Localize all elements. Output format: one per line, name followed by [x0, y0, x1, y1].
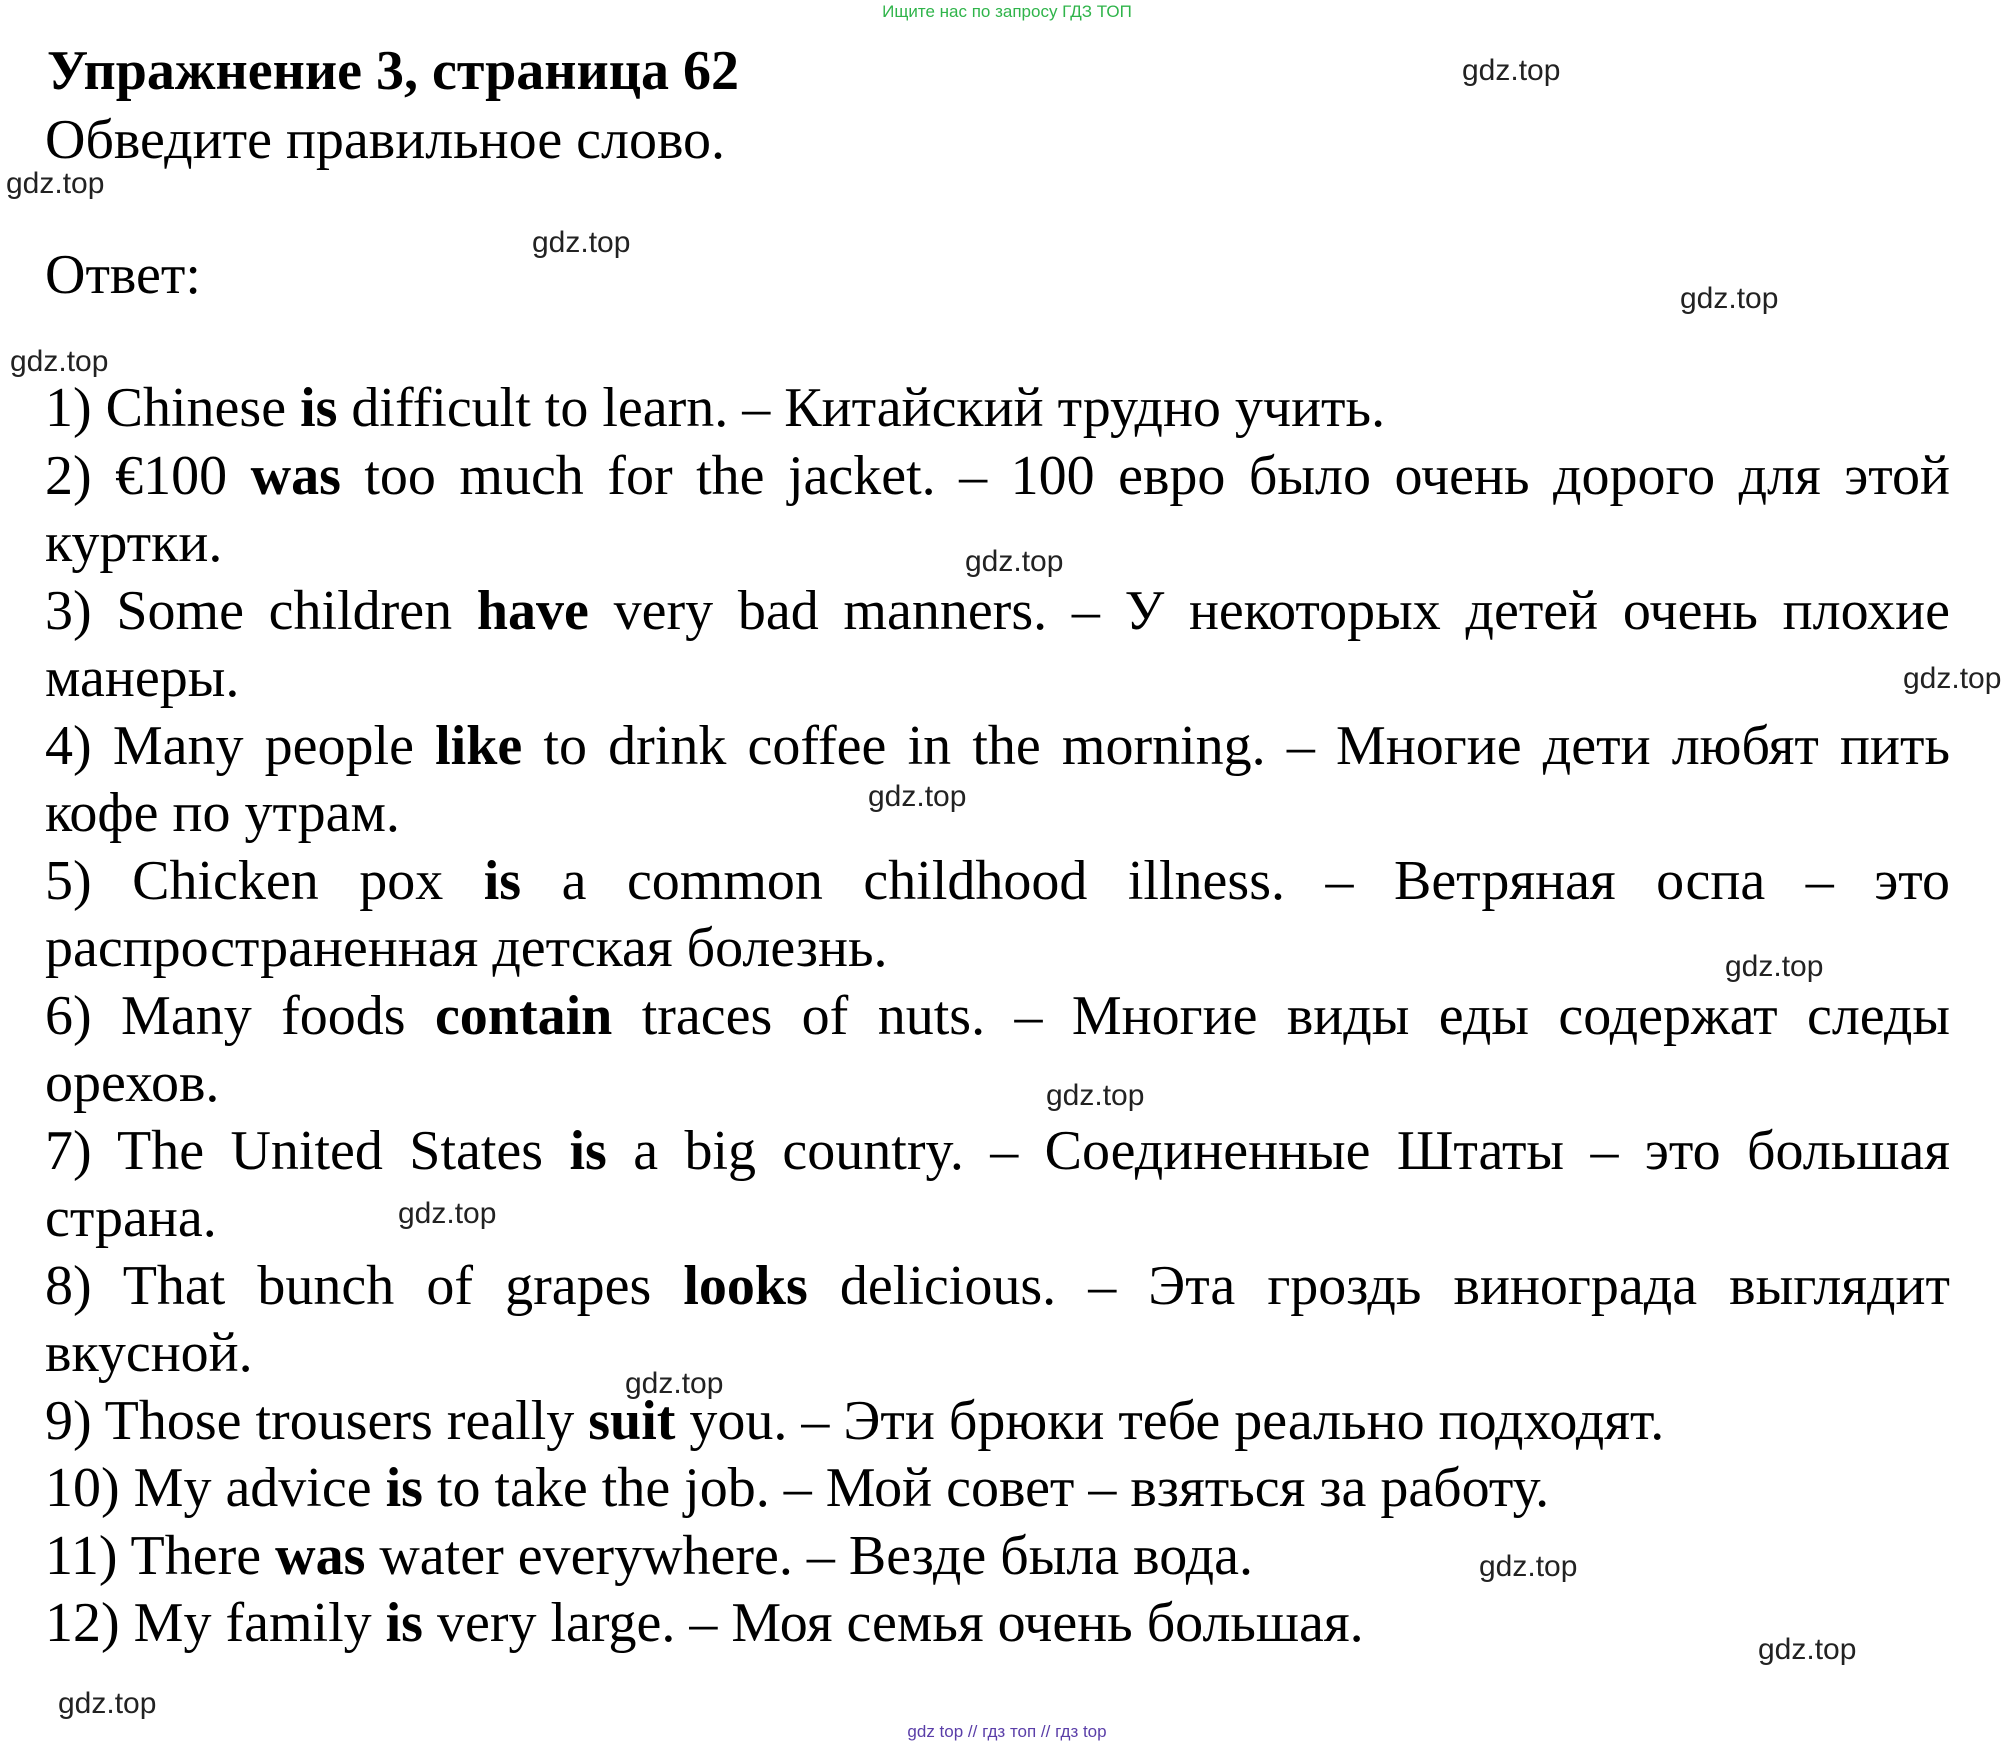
answer-item: 3) Some children have very bad manners. – У некоторых детей очень плохие манеры.: [45, 579, 1951, 709]
answer-word: is: [385, 1592, 423, 1654]
answer-item: 9) Those trousers really suit you. – Эти брюки тебе реально подходят.: [45, 1389, 1665, 1452]
answer-word: is: [385, 1457, 423, 1519]
answer-word: is: [569, 1119, 607, 1182]
answer-item: 6) Many foods contain traces of nuts. – Многие виды еды содержат следы орехов.: [45, 984, 1950, 1114]
answer-item: 2) €100 was too much for the jacket. – 100 евро было очень дорого для этой куртки.: [45, 444, 1950, 574]
watermark: gdz.top: [1046, 1079, 1145, 1112]
watermark: gdz.top: [1725, 950, 1824, 983]
top-banner: Ищите нас по запросу ГДЗ ТОП: [882, 2, 1132, 21]
watermark: gdz.top: [625, 1367, 724, 1400]
answer-word: is: [483, 849, 522, 912]
answer-item: 11) There was water everywhere. – Везде была вода.: [45, 1524, 1253, 1587]
answer-item: 7) The United States is a big country. – Соединенные Штаты – это большая страна.: [45, 1119, 1950, 1249]
page-title: Упражнение 3, страница 62: [47, 40, 740, 102]
watermark: gdz.top: [868, 780, 967, 813]
answer-item: 12) My family is very large. – Моя семья очень большая.: [45, 1592, 1364, 1654]
footer-text: gdz top // гдз топ // гдз top: [907, 1722, 1107, 1741]
watermark: gdz.top: [6, 167, 105, 200]
answer-word: suit: [588, 1389, 676, 1452]
answer-item: 1) Chinese is difficult to learn. – Китайский трудно учить.: [45, 377, 1386, 439]
watermark: gdz.top: [532, 226, 631, 259]
answer-word: looks: [683, 1254, 808, 1317]
watermark: gdz.top: [58, 1687, 157, 1720]
answer-item: 10) My advice is to take the job. – Мой совет – взяться за работу.: [45, 1457, 1550, 1519]
answer-item: 5) Chicken pox is a common childhood illness. – Ветряная оспа – это распространенная детская болезнь.: [45, 849, 1950, 979]
watermark: gdz.top: [1903, 662, 2002, 695]
answer-word: was: [275, 1524, 366, 1587]
answer-word: is: [300, 377, 338, 439]
watermark: gdz.top: [1462, 54, 1561, 87]
answer-word: was: [250, 444, 341, 507]
answer-word: contain: [434, 984, 613, 1047]
watermark: gdz.top: [10, 345, 109, 378]
answer-word: have: [476, 579, 589, 642]
watermark: gdz.top: [965, 545, 1064, 578]
answer-item: 8) That bunch of grapes looks delicious. – Эта гроздь винограда выглядит вкусной.: [45, 1254, 1950, 1384]
watermark: gdz.top: [1758, 1633, 1857, 1666]
answer-item: 4) Many people like to drink coffee in the morning. – Многие дети любят пить кофе по утрам.: [45, 714, 1950, 844]
task-instruction: Обведите правильное слово.: [45, 109, 726, 171]
answer-label: Ответ:: [45, 244, 201, 306]
answer-word: like: [435, 714, 523, 777]
watermark: gdz.top: [398, 1197, 497, 1230]
watermark: gdz.top: [1680, 282, 1779, 315]
watermark: gdz.top: [1479, 1550, 1578, 1583]
